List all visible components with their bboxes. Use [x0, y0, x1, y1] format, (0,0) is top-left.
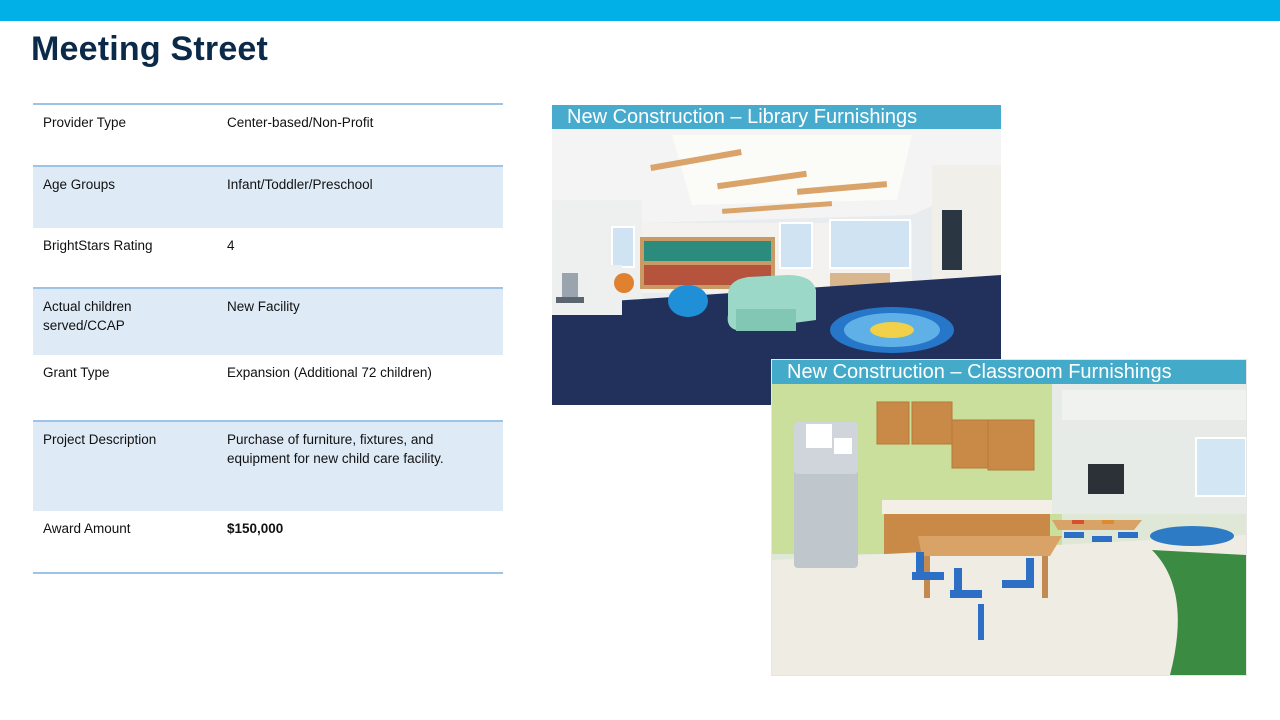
- classroom-photo: [772, 360, 1246, 675]
- row-value: Center-based/Non-Profit: [227, 115, 374, 130]
- table-row: [33, 421, 503, 511]
- table-row: [33, 166, 503, 228]
- library-photo-caption: New Construction – Library Furnishings: [552, 105, 1001, 129]
- row-value: Expansion (Additional 72 children): [227, 365, 432, 380]
- row-label: Actual children served/CCAP: [43, 299, 132, 333]
- table-row: [33, 288, 503, 355]
- row-label: Provider Type: [43, 115, 127, 130]
- row-label: Age Groups: [43, 177, 116, 192]
- row-label: BrightStars Rating: [43, 238, 153, 253]
- table-row: [33, 511, 503, 573]
- table-row: [33, 104, 503, 166]
- page-title: Meeting Street: [31, 30, 269, 68]
- row-value: Infant/Toddler/Preschool: [227, 177, 373, 192]
- table-row: [33, 228, 503, 288]
- row-label: Project Description: [43, 432, 157, 447]
- row-value: 4: [227, 238, 235, 253]
- row-value: New Facility: [227, 299, 300, 314]
- top-accent-bar: [0, 0, 1280, 21]
- row-label: Award Amount: [43, 521, 131, 536]
- row-label: Grant Type: [43, 365, 110, 380]
- row-value: Purchase of furniture, fixtures, and equipment for new child care facility.: [227, 432, 444, 466]
- award-amount-value: $150,000: [227, 521, 284, 536]
- classroom-illustration: [772, 360, 1246, 675]
- classroom-photo-caption: New Construction – Classroom Furnishings: [772, 360, 1246, 384]
- table-row: [33, 355, 503, 421]
- info-table: [33, 103, 503, 574]
